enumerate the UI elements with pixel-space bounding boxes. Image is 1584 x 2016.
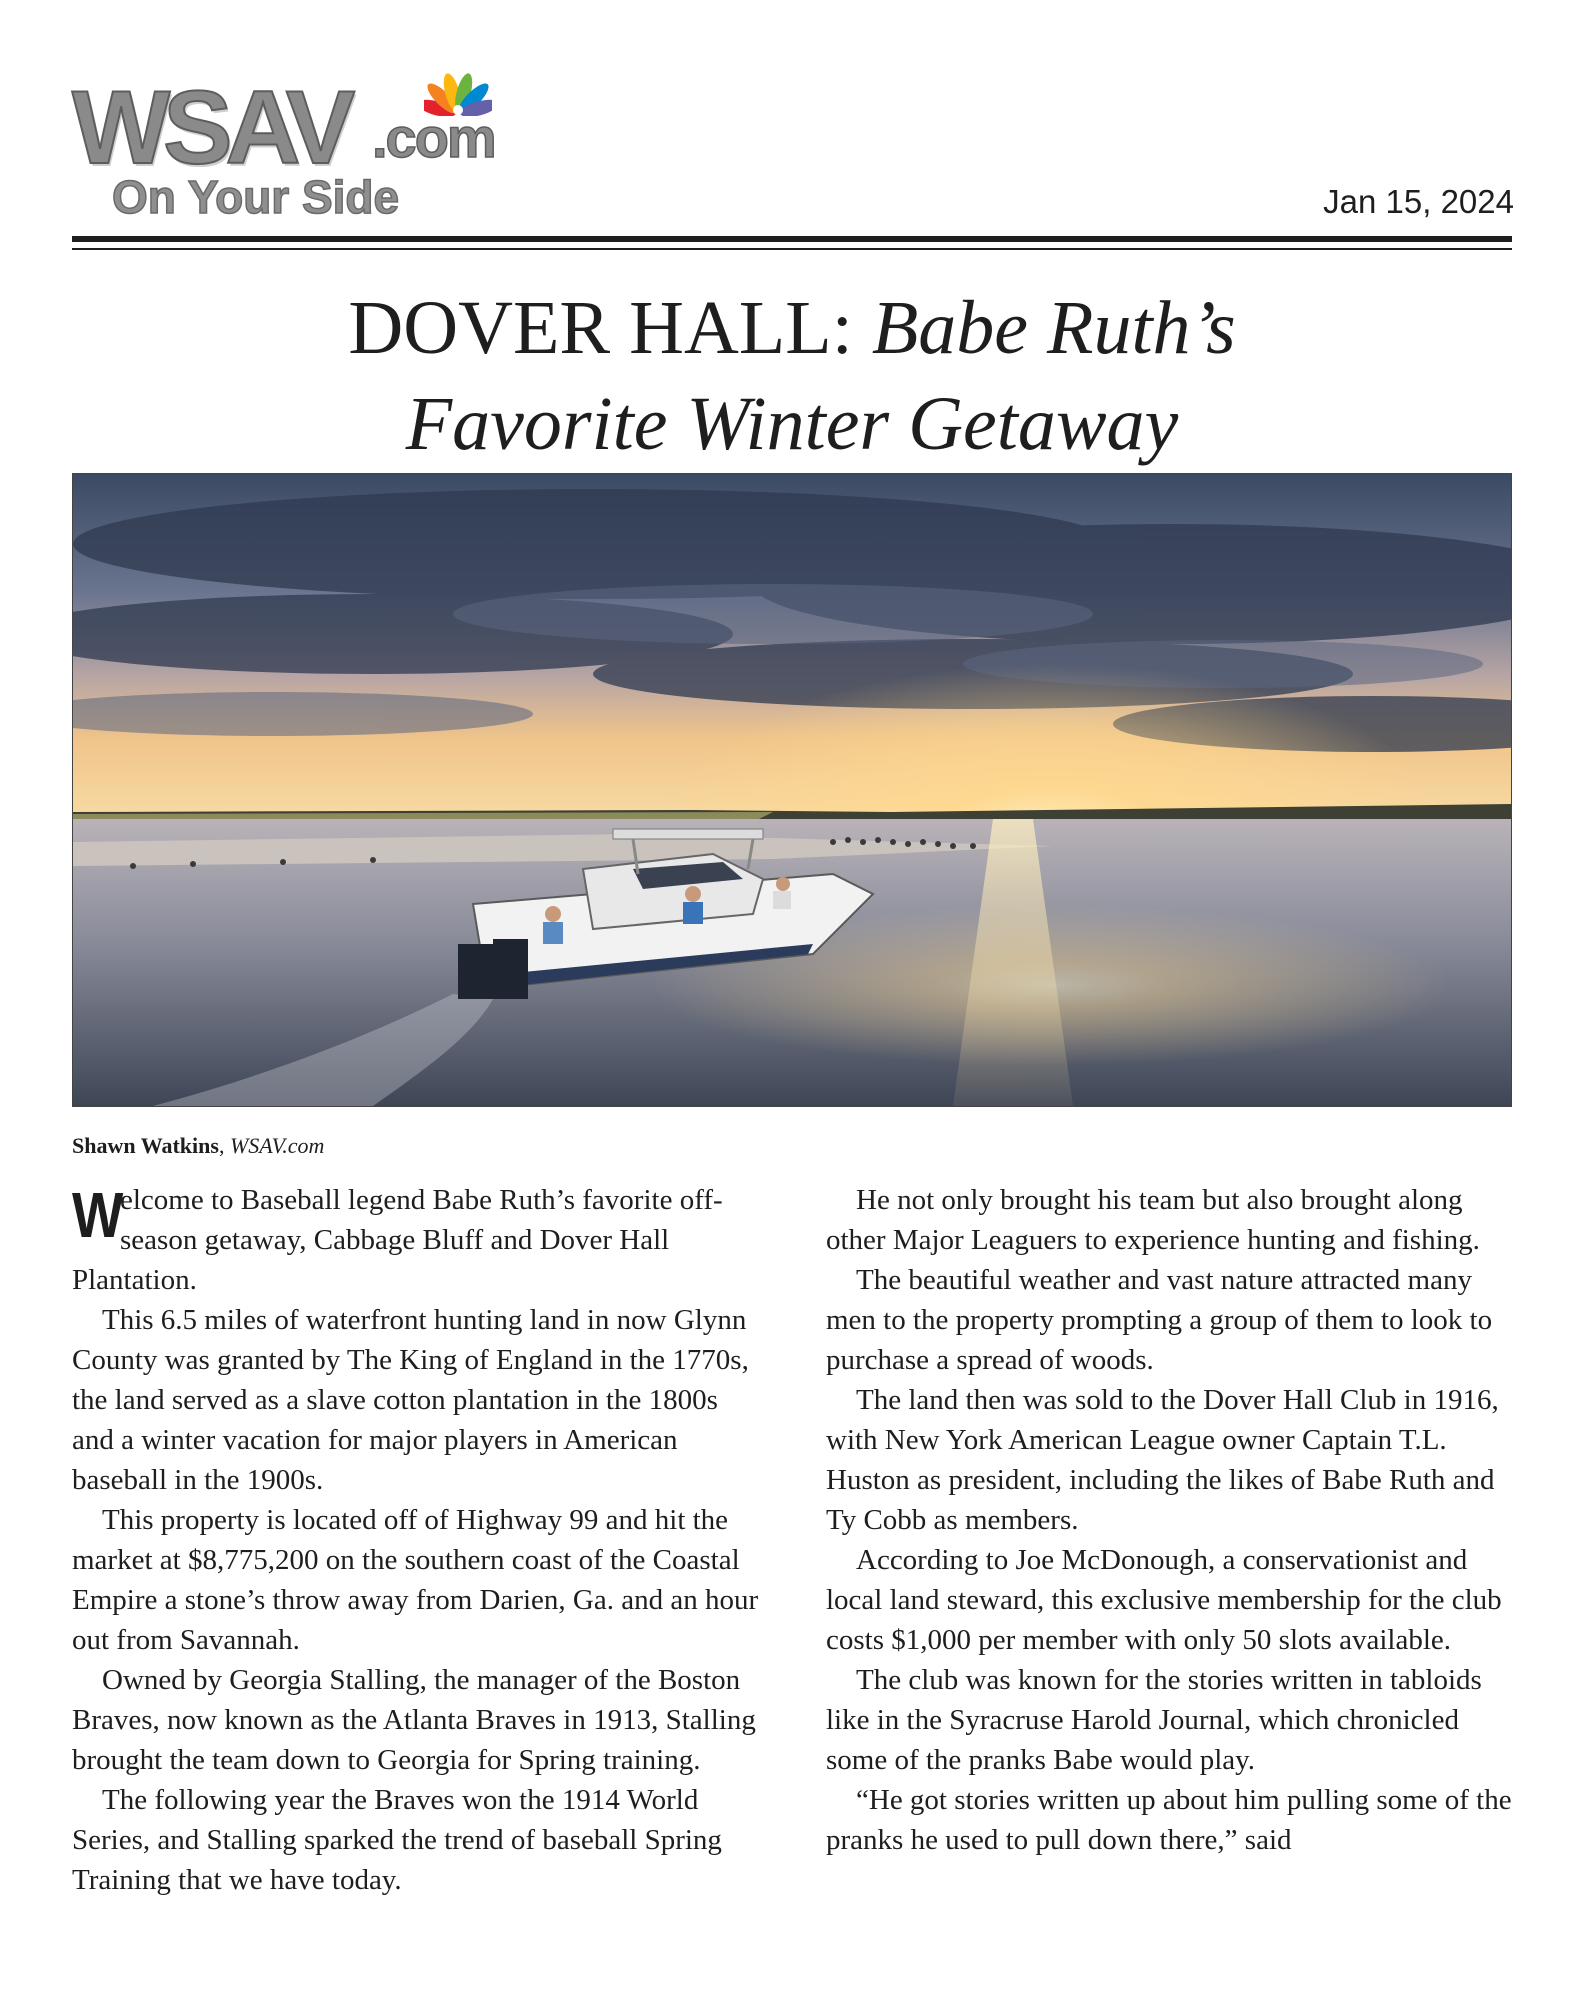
credit-outlet: WSAV.com [229,1133,325,1158]
paragraph: The following year the Braves won the 1914 World Series, and Stalling sparked the trend of baseball Spring Training that we have today. [72,1784,722,1896]
paragraph: The beautiful weather and vast nature attracted many men to the property prompting a group of them to look to purchase a spread of woods. [826,1264,1493,1376]
paragraph: “He got stories written up about him pulling some of the pranks he used to pull down there,” said [826,1784,1512,1856]
credit-name: Shawn Watkins [72,1133,219,1158]
boat-at-sunset-image [73,474,1511,1106]
logo-suffix: .com [372,106,495,169]
wsav-logo[interactable] [72,66,532,234]
paragraph: The land then was sold to the Dover Hall Club in 1916, with New York American League owner Captain T.L. Huston as president, including the likes of Babe Ruth and Ty Cobb as members. [826,1384,1499,1536]
logo-tagline: On Your Side [112,171,400,223]
paragraph [72,1180,762,1300]
paragraph: This property is located off of Highway 99 and hit the market at $8,775,200 on the southern coast of the Coastal Empire a stone’s throw away from Darien, Ga. and an hour out from Savannah. [72,1504,759,1656]
paragraph: The club was known for the stories written in tabloids like in the Syracruse Harold Journal, which chronicled some of the pranks Babe would play. [826,1664,1482,1776]
publication-date: Jan 15, 2024 [1323,183,1514,220]
paragraph: According to Joe McDonough, a conservationist and local land steward, this exclusive membership for the club costs $1,000 per member with only 50 slots available. [826,1544,1502,1656]
credit-separator: , [218,1133,230,1158]
logo-wordmark: WSAV [72,70,349,186]
paragraph: This 6.5 miles of waterfront hunting land in now Glynn County was granted by The King of England in the 1770s, the land served as a slave cotton plantation in the 1800s and a winter vacation for major players in American baseball in the 1900s. [72,1304,749,1496]
article-column-left [72,1180,762,1900]
paragraph: Owned by Georgia Stalling, the manager of the Boston Braves, now known as the Atlanta Braves in 1913, Stalling brought the team down to Georgia for Spring training. [72,1664,756,1776]
article-headline [72,280,1512,472]
paragraph: He not only brought his team but also brought along other Major Leaguers to experience hunting and fishing. [826,1184,1480,1256]
drop-cap: W [72,1179,124,1251]
hero-photo [72,473,1512,1107]
headline-italic-2: Favorite Winter Getaway [405,382,1179,466]
headline-italic-1: Babe Ruth’s [871,286,1236,370]
masthead-rule-thick [72,236,1512,242]
article-column-right [826,1180,1516,1860]
paragraph-text: elcome to Baseball legend Babe Ruth’s favorite off-season getaway, Cabbage Bluff and Dover Hall Plantation. [72,1184,723,1296]
headline-lead: DOVER HALL: [348,286,853,370]
masthead-rule-thin [72,248,1512,250]
photo-credit [72,1133,324,1159]
